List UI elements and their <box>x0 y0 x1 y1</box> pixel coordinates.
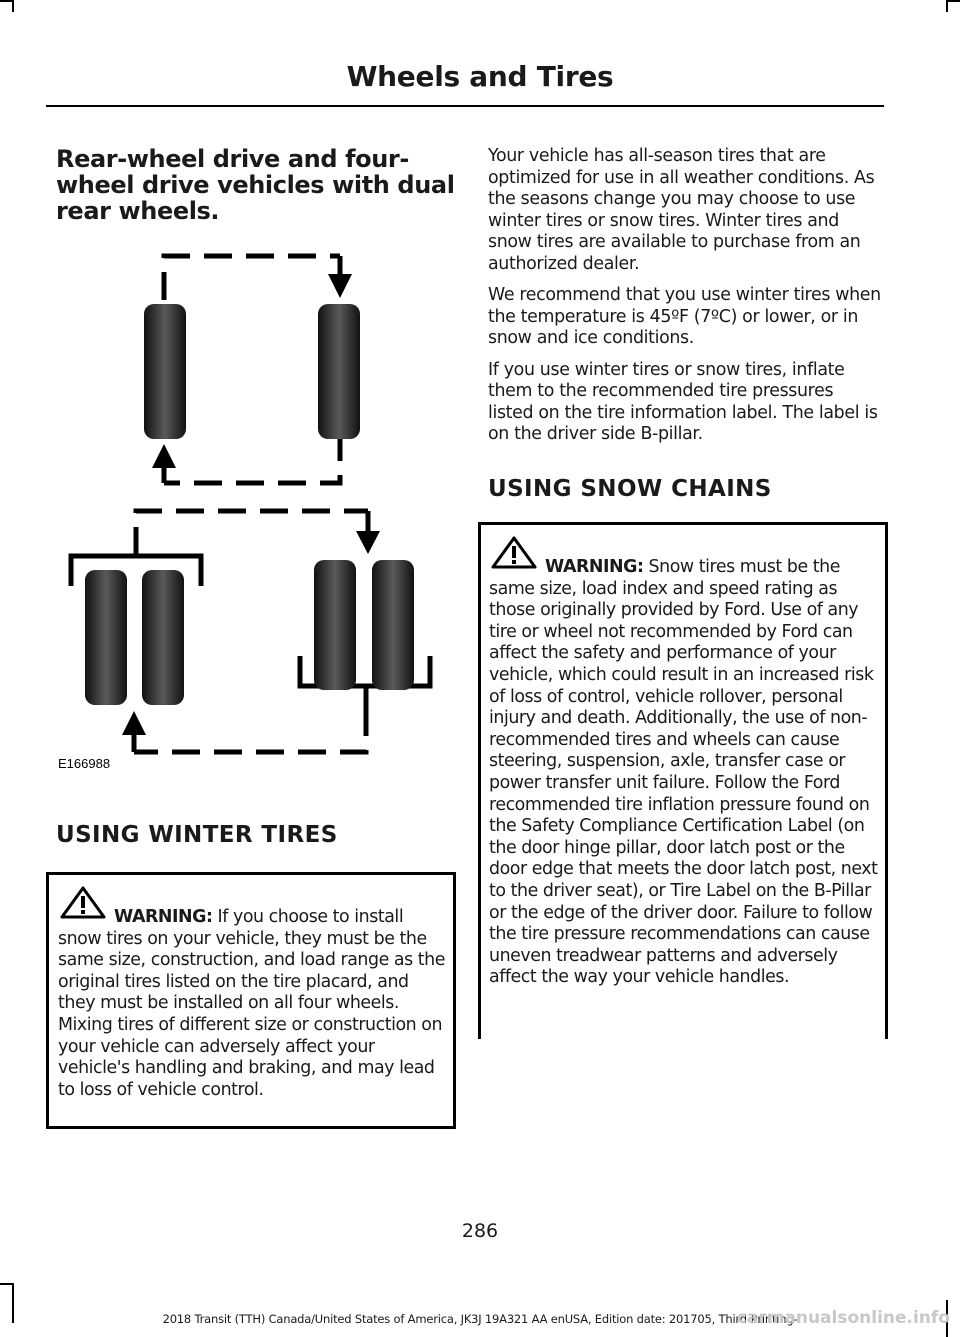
warning-label: WARNING: <box>545 557 644 577</box>
section-heading-snow-chains: USING SNOW CHAINS <box>488 476 772 502</box>
warning-triangle-icon <box>489 535 539 569</box>
arrow-icon <box>122 711 146 735</box>
arrow-icon <box>152 444 176 468</box>
crop-mark <box>948 0 960 2</box>
left-column <box>56 146 456 224</box>
warning-triangle-icon <box>58 885 108 919</box>
winter-tires-warning <box>46 872 456 1129</box>
winter-tires-section <box>56 822 456 848</box>
edition-footer: 2018 Transit (TTH) Canada/United States of America, JK3J 19A321 AA enUSA, Edition date: 201705, Third-Printing- <box>162 1312 798 1326</box>
arrow-icon <box>328 274 352 298</box>
warning-label: WARNING: <box>114 907 213 927</box>
page-number: 286 <box>461 1220 499 1242</box>
paragraph: If you use winter tires or snow tires, inflate them to the recommended tire pressures listed on the tire information label. The label is on the driver side B-pillar. <box>488 359 878 444</box>
crop-mark <box>0 0 12 2</box>
paragraph: Your vehicle has all-season tires that are optimized for use in all weather conditions. As the seasons change you may choose to use winter tires or snow tires. Winter tires and snow tires are available to purchase from an authorized dealer. <box>488 146 875 274</box>
section-heading-winter-tires: USING WINTER TIRES <box>56 822 338 848</box>
page-header-title: Wheels and Tires <box>346 60 614 93</box>
crop-mark <box>12 0 14 12</box>
paragraph: We recommend that you use winter tires when the temperature is 45ºF (7ºC) or lower, or in snow and ice conditions. <box>488 285 881 348</box>
header-rule <box>46 105 884 107</box>
tire-icon <box>85 304 414 705</box>
figure-code: E166988 <box>58 756 111 771</box>
warning-text: If you choose to install snow tires on your vehicle, they must be the same size, construction, and load range as the original tires listed on the tire placard, and they must be installed on all four wheels. Mixing tires of different size or construction on your vehicle can adversely affect your vehicle's handling and braking, and may lead to loss of vehicle control. <box>58 907 445 1100</box>
diagram-subheading: Rear-wheel drive and four-wheel drive vehicles with dual rear wheels. <box>56 145 455 225</box>
watermark: carmanualsonline.info <box>736 1308 950 1328</box>
snow-chains-warning <box>478 522 888 1039</box>
crop-mark <box>0 1283 12 1285</box>
arrow-icon <box>356 531 380 554</box>
right-column <box>488 146 882 456</box>
crop-mark <box>946 0 948 12</box>
tire-rotation-diagram <box>56 238 456 773</box>
warning-text: Snow tires must be the same size, load index and speed rating as those originally provided by Ford. Use of any tire or wheel not recommended by Ford can affect the safety and performance of your vehicle, which could result in an increased risk of loss of control, vehicle rollover, personal injury and death. Additionally, the use of non-recommended tires and wheels can cause steering, suspension, axle, transfer case or power transfer unit failure. Follow the Ford recommended tire inflation pressure found on the Safety Compliance Certification Label (on the door hinge pillar, door latch post or the door edge that meets the door latch post, next to the driver seat), or Tire Label on the B-Pillar or the edge of the driver door. Failure to follow the tire pressure recommendations can cause uneven treadwear patterns and adversely affect the way your vehicle handles. <box>489 557 878 988</box>
